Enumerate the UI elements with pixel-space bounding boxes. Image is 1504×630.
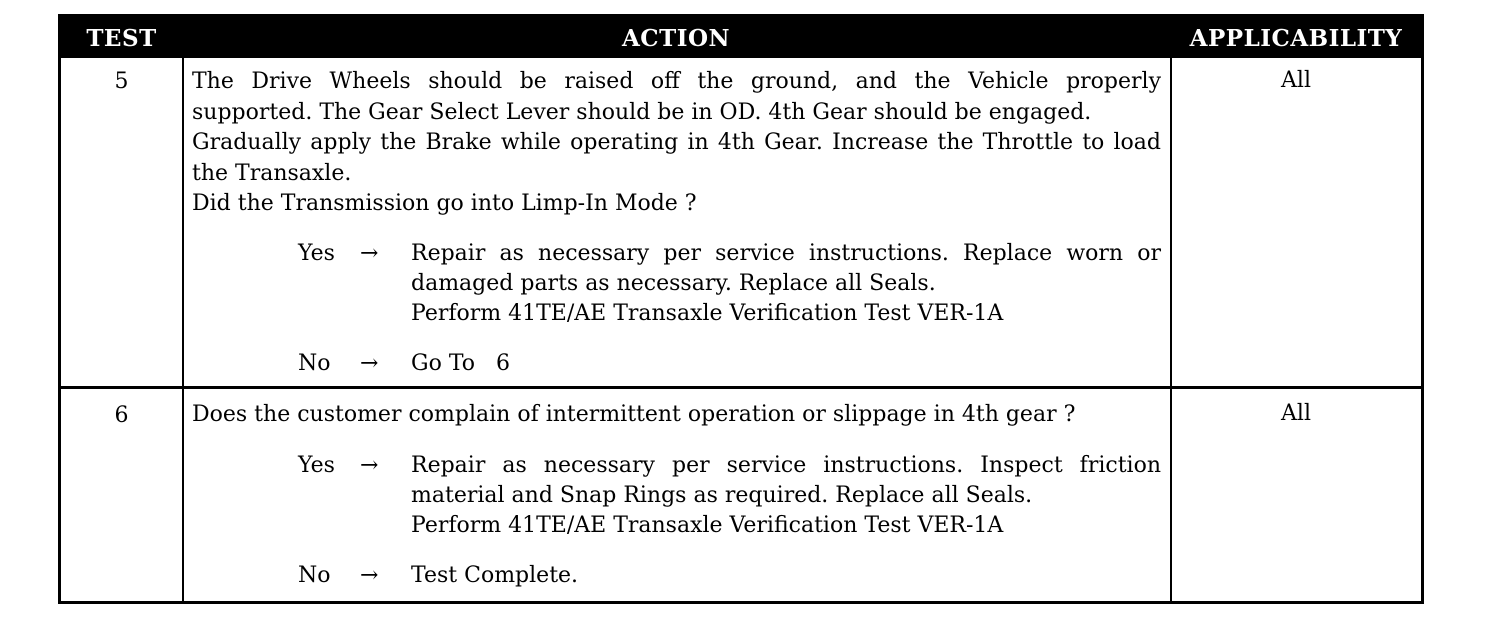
verification-test-reference: Perform 41TE/AE Transaxle Verification Test VER-1A	[411, 301, 1004, 326]
header-action: ACTION	[621, 25, 731, 52]
header-applicability: APPLICABILITY	[1189, 25, 1403, 52]
test-number-6: 6	[114, 403, 129, 428]
yes-result-text: Repair as necessary per service instructions. Inspect friction material and Snap Rings as required. Replace all Seals.	[411, 453, 1161, 508]
no-result-text: Go To 6	[411, 351, 510, 376]
applicability-6: All	[1281, 401, 1311, 426]
question-text: Does the customer complain of intermittent operation or slippage in 4th gear ?	[192, 402, 1076, 427]
applicability-5: All	[1281, 68, 1311, 93]
column-divider	[1170, 58, 1172, 601]
arrow-right-icon: →	[360, 453, 379, 478]
row-divider	[61, 386, 1421, 389]
arrow-right-icon: →	[360, 241, 379, 266]
column-divider	[182, 58, 184, 601]
instruction-paragraph: Gradually apply the Brake while operating in 4th Gear. Increase the Throttle to load the Transaxle.	[192, 130, 1161, 186]
table-header	[61, 17, 1421, 58]
arrow-right-icon: →	[360, 563, 379, 588]
header-test: TEST	[86, 25, 157, 52]
yes-label: Yes	[298, 241, 335, 266]
yes-result-text: Repair as necessary per service instructions. Replace worn or damaged parts as necessary. Replace all Seals.	[411, 241, 1161, 296]
arrow-right-icon: →	[360, 351, 379, 376]
no-result-text: Test Complete.	[411, 563, 579, 588]
verification-test-reference: Perform 41TE/AE Transaxle Verification Test VER-1A	[411, 513, 1004, 538]
yes-branch-5	[298, 239, 1161, 329]
instruction-paragraph: The Drive Wheels should be raised off the ground, and the Vehicle properly supported. The Gear Select Lever should be in OD. 4th Gear should be engaged.	[192, 69, 1161, 125]
no-label: No	[298, 351, 331, 376]
no-branch-5	[298, 349, 1161, 379]
test-number-5: 5	[114, 69, 129, 94]
no-branch-6	[298, 561, 1161, 591]
action-text-6	[192, 400, 1161, 431]
diagnostic-test-table	[58, 14, 1424, 604]
yes-branch-6	[298, 451, 1161, 541]
yes-label: Yes	[298, 453, 335, 478]
question-text: Did the Transmission go into Limp-In Mode ?	[192, 191, 697, 216]
no-label: No	[298, 563, 331, 588]
action-text-5	[192, 67, 1161, 220]
